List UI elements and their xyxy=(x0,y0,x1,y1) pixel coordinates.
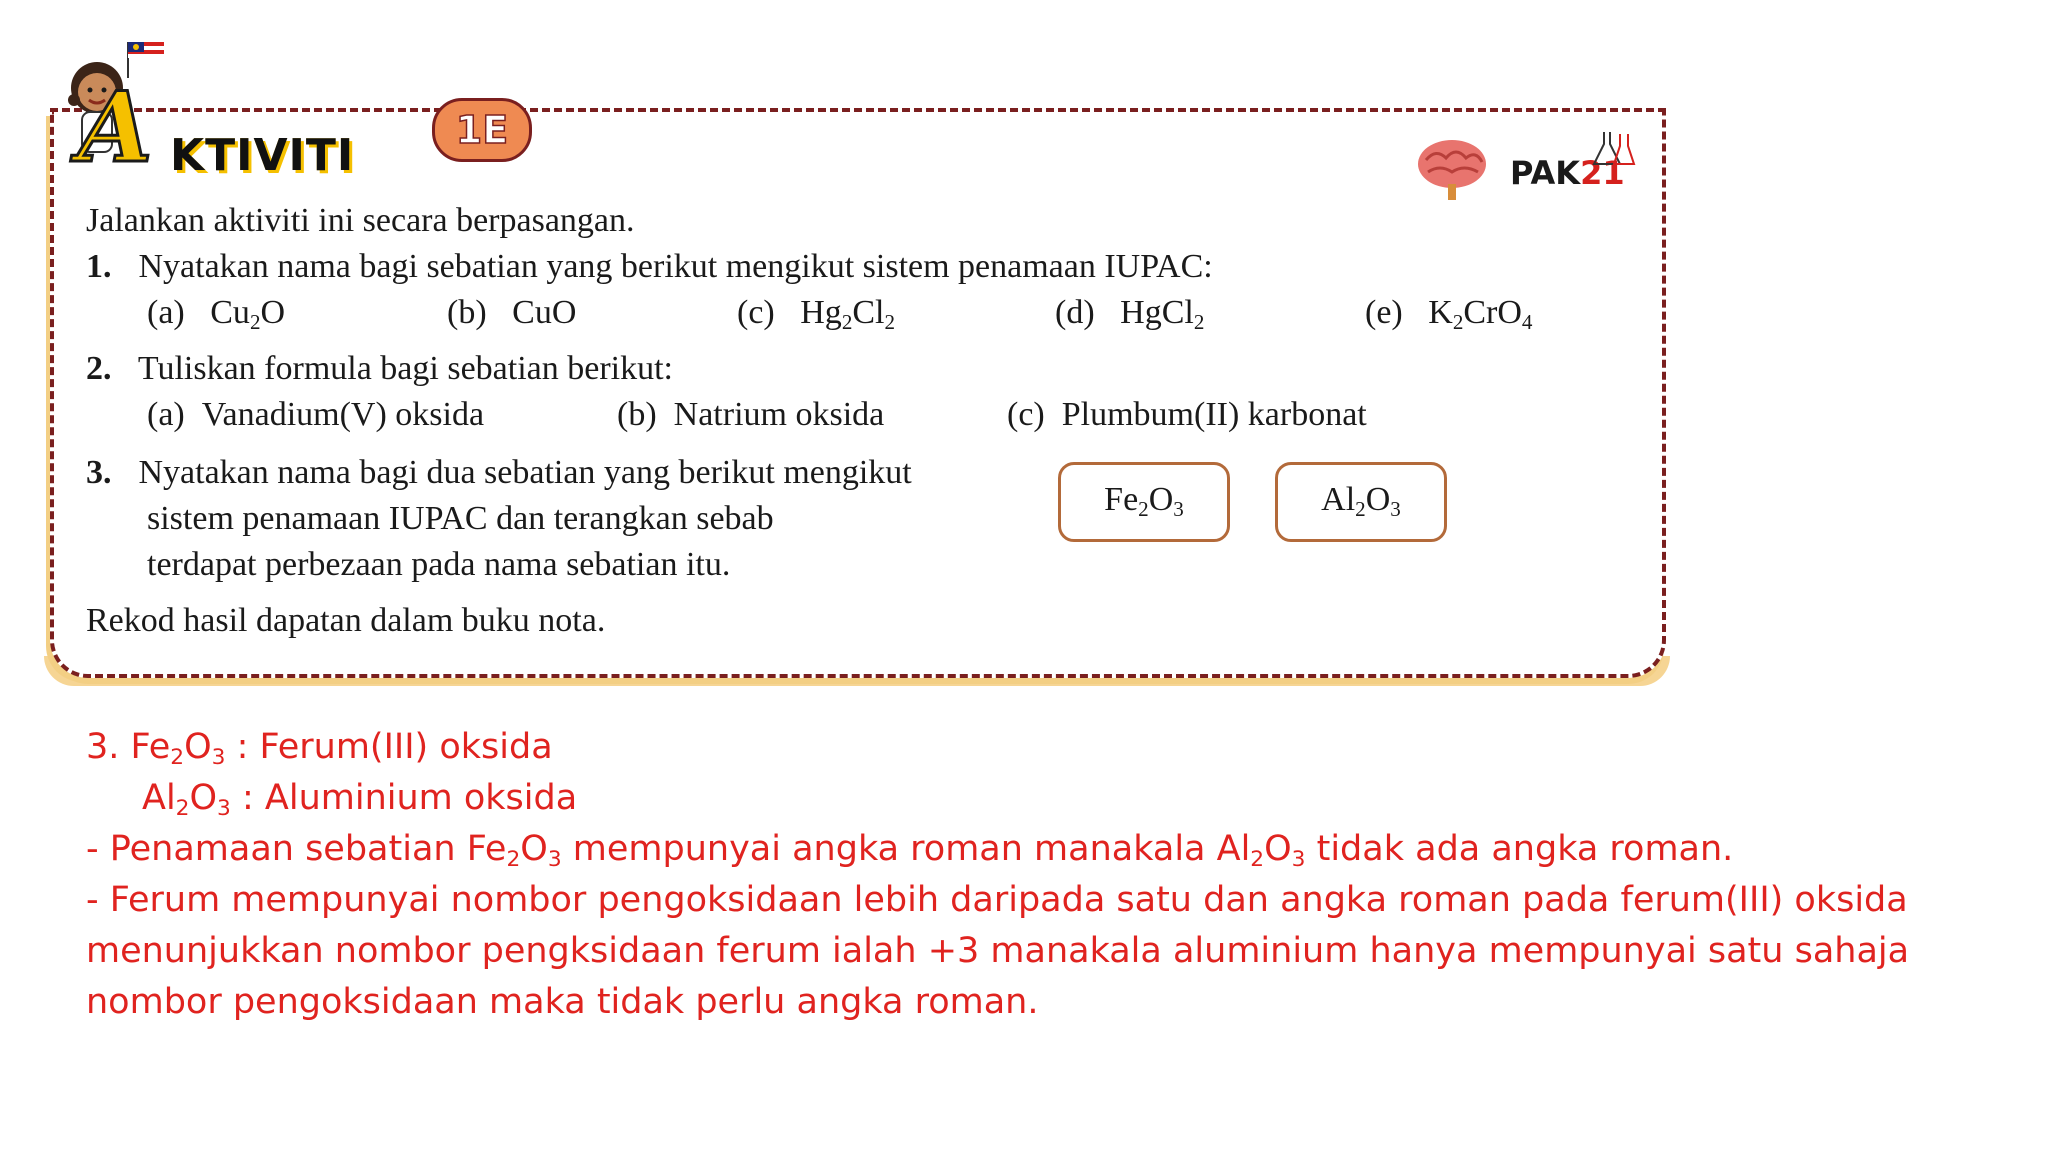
answer-text: 3. Fe xyxy=(86,727,171,767)
formula-sub: 2 xyxy=(1193,309,1205,334)
answer-text: : Ferum(III) oksida xyxy=(225,727,553,767)
question-3 xyxy=(86,450,912,496)
answer-line-1 xyxy=(86,722,553,773)
formula-part: CrO xyxy=(1463,294,1522,331)
item-label: (c) xyxy=(1007,396,1045,433)
formula-part: HgCl xyxy=(1120,294,1194,331)
answer-text: O xyxy=(1264,829,1292,869)
item-label: (d) xyxy=(1055,294,1095,331)
answer-line-3 xyxy=(86,824,1733,875)
formula-sub: 2 xyxy=(841,309,853,334)
formula-part: Al xyxy=(1321,481,1356,518)
question-line: terdapat perbezaan pada nama sebatian itu. xyxy=(147,546,731,583)
question-2 xyxy=(86,346,673,392)
formula-sub: 2 xyxy=(249,309,261,334)
formula-part: Cl xyxy=(852,294,885,331)
question-text: Tuliskan formula bagi sebatian berikut: xyxy=(137,350,673,387)
formula-sub: 3 xyxy=(1390,496,1401,521)
answer-text: Al xyxy=(142,778,176,818)
brain-icon xyxy=(1412,134,1492,204)
formula-part: O xyxy=(1365,481,1391,518)
formula-part: CuO xyxy=(512,294,577,331)
formula-sub: 3 xyxy=(1173,496,1184,521)
formula-sub: 3 xyxy=(217,796,231,822)
pak-number: 21 xyxy=(1580,154,1625,192)
badge-letter: A xyxy=(78,71,153,184)
aktiviti-badge xyxy=(78,71,428,186)
formula-sub: 2 xyxy=(506,847,521,873)
question-line: sistem penamaan IUPAC dan terangkan sebab xyxy=(147,500,774,537)
activity-code-badge: 1E xyxy=(432,98,532,162)
answer-text: O xyxy=(184,727,212,767)
item-text: Natrium oksida xyxy=(673,396,885,433)
item-text: Plumbum(II) karbonat xyxy=(1061,396,1367,433)
formula-part: O xyxy=(260,294,286,331)
compound-box-al2o3 xyxy=(1275,462,1447,542)
flask-icon xyxy=(1590,130,1636,170)
item-label: (a) xyxy=(147,396,185,433)
formula-part: Hg xyxy=(800,294,842,331)
q1-item-a xyxy=(147,290,285,336)
formula-sub: 2 xyxy=(1138,496,1149,521)
formula-part: K xyxy=(1428,294,1453,331)
formula-part: O xyxy=(1148,481,1174,518)
formula-sub: 3 xyxy=(211,745,226,771)
q1-item-d xyxy=(1055,290,1204,336)
item-label: (b) xyxy=(617,396,657,433)
q2-item-c xyxy=(1007,392,1367,438)
item-label: (a) xyxy=(147,294,185,331)
answer-line-4: - Ferum mempunyai nombor pengoksidaan lebih daripada satu dan angka roman pada ferum(III) oksida xyxy=(86,880,1908,920)
formula-sub: 2 xyxy=(1250,847,1265,873)
answer-line-2 xyxy=(142,773,577,824)
badge-word: KTIVITI xyxy=(170,130,355,181)
question-text: Nyatakan nama bagi sebatian yang berikut mengikut sistem penamaan IUPAC: xyxy=(138,248,1213,285)
item-label: (e) xyxy=(1365,294,1403,331)
answer-line-6: nombor pengoksidaan maka tidak perlu angka roman. xyxy=(86,982,1039,1022)
formula-sub: 2 xyxy=(175,796,190,822)
answer-text: O xyxy=(189,778,218,818)
formula-sub: 2 xyxy=(1452,309,1464,334)
answer-line-5: menunjukkan nombor pengksidaan ferum ialah +3 manakala aluminium hanya mempunyai satu sahaja xyxy=(86,931,1910,971)
compound-box-fe2o3 xyxy=(1058,462,1230,542)
answer-text: mempunyai angka roman manakala Al xyxy=(561,829,1251,869)
q2-item-b xyxy=(617,392,884,438)
q1-item-e xyxy=(1365,290,1532,336)
formula-sub: 3 xyxy=(1291,847,1306,873)
item-label: (b) xyxy=(447,294,487,331)
question-1 xyxy=(86,244,1213,290)
question-line: Nyatakan nama bagi dua sebatian yang berikut mengikut xyxy=(138,454,912,491)
formula-part: Fe xyxy=(1104,481,1139,518)
answer-text: : Aluminium oksida xyxy=(230,778,578,818)
q1-item-b xyxy=(447,290,576,336)
answer-text: tidak ada angka roman. xyxy=(1305,829,1734,869)
question-number: 3. xyxy=(86,454,112,491)
answer-text: - Penamaan sebatian Fe xyxy=(86,829,507,869)
formula-sub: 3 xyxy=(547,847,562,873)
formula-sub: 2 xyxy=(170,745,185,771)
formula-sub: 4 xyxy=(1521,309,1533,334)
pak-label: PAK xyxy=(1510,154,1581,192)
intro-text: Jalankan aktiviti ini secara berpasangan. xyxy=(86,202,635,239)
record-instruction: Rekod hasil dapatan dalam buku nota. xyxy=(86,602,606,639)
formula-sub: 2 xyxy=(1355,496,1366,521)
q1-item-c xyxy=(737,290,895,336)
item-text: Vanadium(V) oksida xyxy=(201,396,485,433)
q2-item-a xyxy=(147,392,484,438)
formula-part: Cu xyxy=(210,294,250,331)
answer-text: O xyxy=(520,829,548,869)
question-number: 1. xyxy=(86,248,112,285)
formula-sub: 2 xyxy=(884,309,896,334)
question-number: 2. xyxy=(86,350,112,387)
item-label: (c) xyxy=(737,294,775,331)
